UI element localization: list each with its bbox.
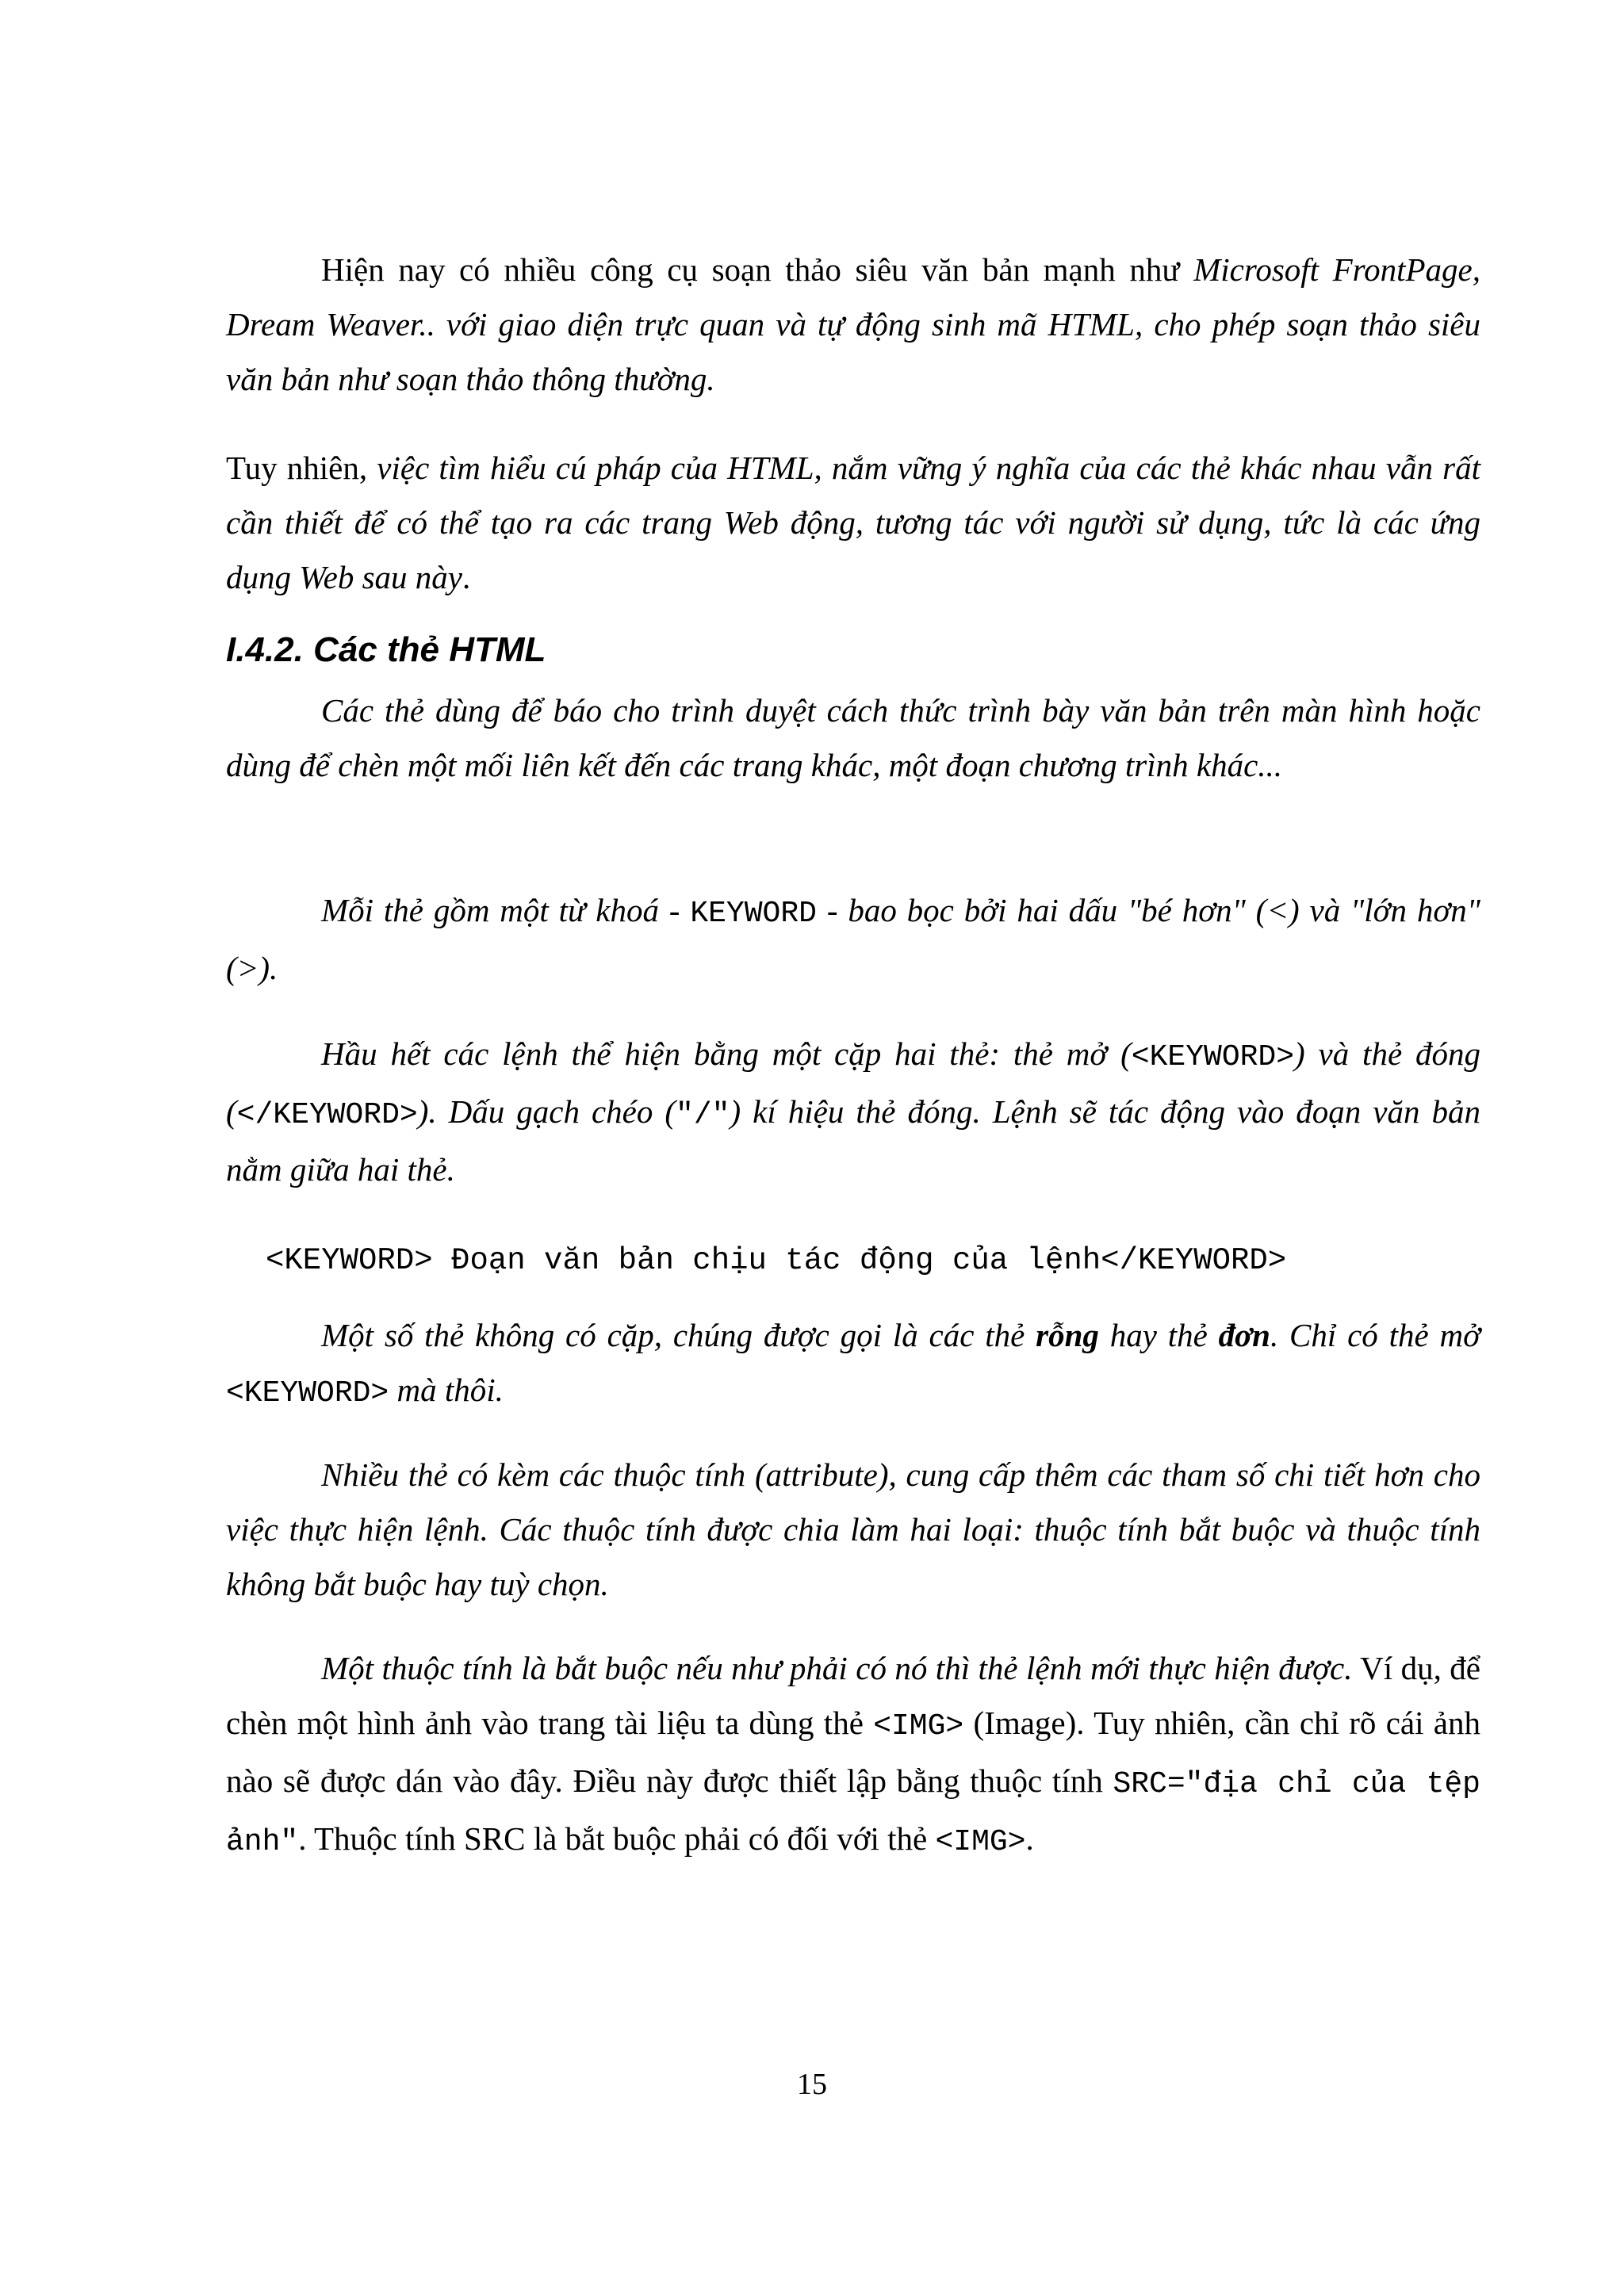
empty-term: rỗng [1036, 1317, 1099, 1353]
tag-pairs-text-1: Hầu hết các lệnh thể hiện bằng một cặp hai thẻ: thẻ mở ( [321, 1035, 1132, 1072]
section-heading: I.4.2. Các thẻ HTML [226, 630, 546, 669]
paragraph-intro-italic: Microsoft FrontPage, Dream Weaver.. với giao diện trực quan và tự động sinh mã HTML, cho phép soạn thảo siêu văn bản như soạn thảo thông thường. [226, 251, 1480, 397]
empty-tags-text-4: mà thôi. [389, 1372, 504, 1408]
paragraph-intro-text: Hiện nay có nhiều công cụ soạn thảo siêu văn bản mạnh như [321, 251, 1194, 288]
required-attribute-text-2: (Image). Tuy nhiên, cần chỉ rõ cái ảnh nào sẽ được dán vào đây. Điều này được thiết lập bằng thuộc tính [226, 1705, 1480, 1799]
keyword-code: KEYWORD [690, 897, 817, 931]
paragraph-keyword-text: Mỗi thẻ gồm một từ khoá - [321, 892, 691, 928]
src-attribute-code: SRC="địa chỉ của tệp ảnh" [226, 1767, 1480, 1859]
slash-code: "/" [676, 1098, 730, 1132]
paragraph-tag-pairs [226, 1027, 1480, 1197]
paragraph-attributes: Nhiều thẻ có kèm các thuộc tính (attribute), cung cấp thêm các tham số chi tiết hơn cho việc thực hiện lệnh. Các thuộc tính được chia làm hai loại: thuộc tính bắt buộc và thuộc tính không bắt buộc hay tuỳ chọn. [226, 1456, 1480, 1602]
paragraph-however [226, 441, 1480, 605]
tag-pairs-text-3: ). Dấu gạch chéo ( [417, 1093, 676, 1130]
required-attribute-italic: Một thuộc tính là bắt buộc nếu như phải có nó thì thẻ lệnh mới thực hiện được. [321, 1650, 1353, 1686]
required-attribute-text-1: Ví dụ, để chèn một hình ảnh vào trang tài liệu ta dùng thẻ [226, 1650, 1480, 1741]
paragraph-however-italic: việc tìm hiểu cú pháp của HTML, nắm vững ý nghĩa của các thẻ khác nhau vẫn rất cần thiết để có thể tạo ra các trang Web động, tương tác với người sử dụng, tức là các ứng dụng Web sau này [226, 450, 1480, 595]
paragraph-keyword-text-2: - bao bọc bởi hai dấu "bé hơn" (<) và "lớn hơn" (>). [226, 892, 1480, 986]
page-number: 15 [797, 2068, 827, 2101]
paragraph-required-attribute [226, 1641, 1480, 1869]
open-tag-code: <KEYWORD> [1131, 1040, 1295, 1074]
paragraph-however-end: . [462, 559, 471, 595]
paragraph-however-lead: Tuy nhiên, [226, 450, 377, 486]
tag-pairs-text-4: ) kí hiệu thẻ đóng. Lệnh sẽ tác động vào đoạn văn bản nằm giữa hai thẻ. [226, 1093, 1480, 1188]
single-term: đơn [1218, 1317, 1270, 1353]
open-tag-code-2: <KEYWORD> [226, 1376, 389, 1410]
paragraph-empty-tags [226, 1308, 1480, 1421]
paragraph-tags-purpose: Các thẻ dùng để báo cho trình duyệt cách thức trình bày văn bản trên màn hình hoặc dùng để chèn một mối liên kết đến các trang khác, một đoạn chương trình khác... [226, 692, 1480, 783]
close-tag-code: </KEYWORD> [236, 1098, 418, 1132]
empty-tags-text-2: hay thẻ [1098, 1317, 1219, 1353]
required-attribute-text-4: . [1025, 1820, 1034, 1857]
paragraph-keyword [226, 883, 1480, 996]
tag-pairs-text-2: ) và thẻ đóng ( [226, 1035, 1480, 1130]
code-example: <KEYWORD> Đoạn văn bản chịu tác động của lệnh</KEYWORD> [266, 1243, 1287, 1278]
paragraph-intro [226, 243, 1480, 407]
required-attribute-text-3: . Thuộc tính SRC là bắt buộc phải có đối với thẻ [298, 1820, 936, 1857]
empty-tags-text-1: Một số thẻ không có cặp, chúng được gọi là các thẻ [321, 1317, 1036, 1353]
empty-tags-text-3: . Chỉ có thẻ mở [1270, 1317, 1480, 1353]
img-tag-code-2: <IMG> [935, 1825, 1026, 1859]
img-tag-code: <IMG> [873, 1709, 964, 1743]
